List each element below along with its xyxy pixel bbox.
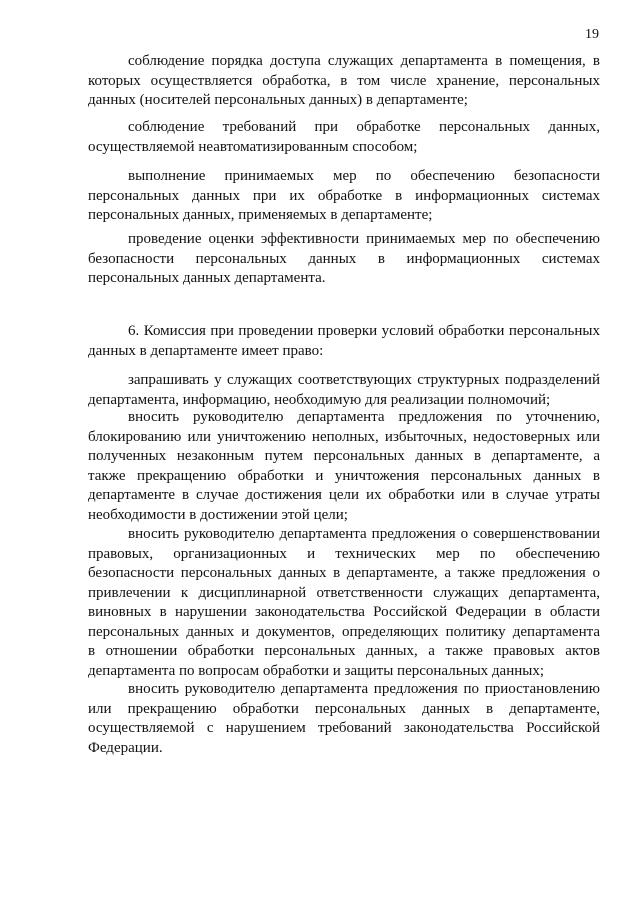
paragraph-improvement-proposals (88, 525, 600, 681)
text-line: персональных данных департамента. (88, 270, 326, 286)
page-number: 19 (585, 27, 599, 42)
text-line: необходимости в достижении этой цели; (88, 506, 348, 523)
text-line: безопасности персональных данных в информационных системах (88, 250, 600, 267)
paragraph-security-measures (88, 167, 600, 226)
text-line: персональных данных при их обработке в информационных системах (88, 187, 600, 204)
text-line: безопасности персональных данных в департаменте, а также предложения о (88, 565, 600, 581)
paragraph-suspension-proposals (88, 680, 600, 758)
text-line: персональных данных, применяемых в департаменте; (88, 207, 433, 223)
paragraph-section-6 (88, 322, 600, 361)
text-line: также прекращению обработки и уничтожения персональных данных в (88, 467, 600, 484)
text-line: департаменте в случае достижения цели их обработки или в случае утраты (88, 487, 600, 503)
text-line: осуществляемой с нарушением требований законодательства Российской (88, 720, 600, 736)
text-line: полученных незаконным путем персональных данных в департаменте, а (88, 448, 600, 464)
text-line: департамента, информацию, необходимую для реализации полномочий; (88, 391, 551, 408)
text-line: Федерации. (88, 739, 163, 756)
text-line: в отношении обработки персональных данных, а также правовых актов (88, 643, 600, 659)
text-line: блокированию или уничтожению неполных, избыточных, недостоверных или (88, 428, 600, 445)
text-line: которых осуществляется обработка, в том числе хранение, персональных (88, 72, 600, 89)
text-line: соблюдение требований при обработке персональных данных, (128, 119, 600, 135)
text-line: данных в департаменте имеет право: (88, 342, 324, 359)
text-line: персональных данных и документов, определяющих политику департамента (88, 623, 600, 640)
text-line: осуществляемой неавтоматизированным способом; (88, 138, 418, 155)
paragraph-access-order (88, 52, 600, 111)
text-line: вносить руководителю департамента предложения по приостановлению (128, 681, 600, 697)
text-line: привлечении к дисциплинарной ответственности служащих департамента, (88, 584, 600, 601)
text-line: или прекращению обработки персональных данных в департаменте, (88, 700, 600, 717)
text-line: виновных в нарушении законодательства Российской Федерации в области (88, 604, 600, 620)
text-line: выполнение принимаемых мер по обеспечению безопасности (128, 168, 600, 184)
paragraph-request-info (88, 371, 600, 410)
paragraph-effectiveness (88, 230, 600, 289)
text-line: вносить руководителю департамента предложения по уточнению, (128, 409, 600, 425)
text-line: данных (носителей персональных данных) в департаменте; (88, 92, 468, 108)
text-line: соблюдение порядка доступа служащих департамента в помещения, в (128, 53, 600, 69)
text-line: департамента по вопросам обработки и защиты персональных данных; (88, 662, 544, 679)
text-line: проведение оценки эффективности принимаемых мер по обеспечению (128, 231, 600, 247)
text-line: запрашивать у служащих соответствующих структурных подразделений (128, 372, 600, 388)
text-line: вносить руководителю департамента предложения о совершенствовании (128, 526, 600, 542)
paragraph-clarification-proposals (88, 408, 600, 525)
text-line: правовых, организационных и технических мер по обеспечению (88, 545, 600, 562)
text-line: 6. Комиссия при проведении проверки условий обработки персональных (128, 323, 600, 339)
paragraph-manual-processing (88, 118, 600, 157)
